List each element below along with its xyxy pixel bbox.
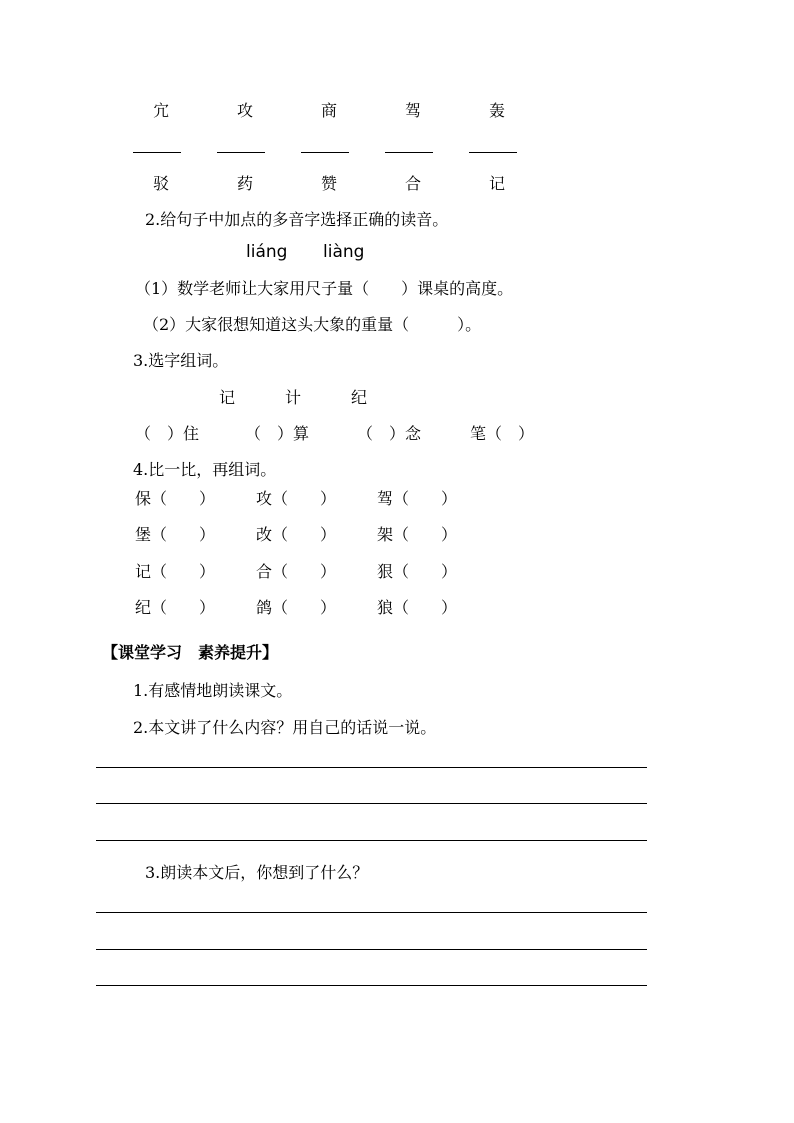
char-2-3: 赞 [321, 174, 338, 193]
q4-item: 架（ ） [377, 525, 458, 544]
q3-item: （ ）住 [135, 424, 200, 443]
q2-sentence-2: （2）大家很想知道这头大象的重量（ ）。 [143, 315, 482, 334]
q3-item: （ ）算 [245, 424, 310, 443]
answer-line[interactable] [96, 840, 647, 841]
char-1-2: 攻 [237, 101, 254, 120]
q3-item: （ ）念 [357, 424, 422, 443]
section-q3: 3.朗读本文后，你想到了什么？ [145, 863, 369, 882]
section-q2: 2.本文讲了什么内容？用自己的话说一说。 [133, 718, 437, 737]
blank-line[interactable] [217, 152, 265, 153]
blank-line[interactable] [469, 152, 517, 153]
char-1-1: 宂 [153, 101, 170, 120]
answer-line[interactable] [96, 912, 647, 913]
q3-char-2: 计 [285, 388, 302, 407]
q4-item: 攻（ ） [256, 489, 337, 508]
q3-char-1: 记 [219, 388, 236, 407]
answer-line[interactable] [96, 767, 647, 768]
q3-item: 笔（ ） [470, 424, 535, 443]
q4-item: 合（ ） [256, 562, 337, 581]
char-1-3: 商 [321, 101, 338, 120]
char-2-1: 驳 [153, 174, 170, 193]
char-2-5: 记 [489, 174, 506, 193]
q4-item: 狼（ ） [377, 598, 458, 617]
pinyin-option-2: liàng [323, 242, 365, 262]
char-1-4: 驾 [405, 101, 422, 120]
q4-item: 记（ ） [135, 562, 216, 581]
q4-item: 纪（ ） [135, 598, 216, 617]
char-2-2: 药 [237, 174, 254, 193]
q3-char-3: 纪 [351, 388, 368, 407]
blank-line[interactable] [385, 152, 433, 153]
q4-item: 改（ ） [256, 525, 337, 544]
blank-line[interactable] [301, 152, 349, 153]
q4-item: 驾（ ） [377, 489, 458, 508]
answer-line[interactable] [96, 949, 647, 950]
q4-item: 狠（ ） [377, 562, 458, 581]
char-2-4: 合 [405, 174, 422, 193]
answer-line[interactable] [96, 803, 647, 804]
q4-item: 堡（ ） [135, 525, 216, 544]
q4-item: 保（ ） [135, 489, 216, 508]
q2-sentence-1: （1）数学老师让大家用尺子量（ ）课桌的高度。 [135, 279, 514, 298]
section-heading: 【课堂学习 素养提升】 [102, 643, 279, 662]
q2-title: 2.给句子中加点的多音字选择正确的读音。 [145, 210, 449, 229]
char-1-5: 轰 [489, 101, 506, 120]
section-q1: 1.有感情地朗读课文。 [133, 681, 293, 700]
q3-title: 3.选字组词。 [133, 351, 229, 370]
q4-item: 鸽（ ） [256, 598, 337, 617]
blank-line[interactable] [133, 152, 181, 153]
pinyin-option-1: liáng [246, 242, 288, 262]
answer-line[interactable] [96, 985, 647, 986]
q4-title: 4.比一比，再组词。 [133, 460, 277, 479]
